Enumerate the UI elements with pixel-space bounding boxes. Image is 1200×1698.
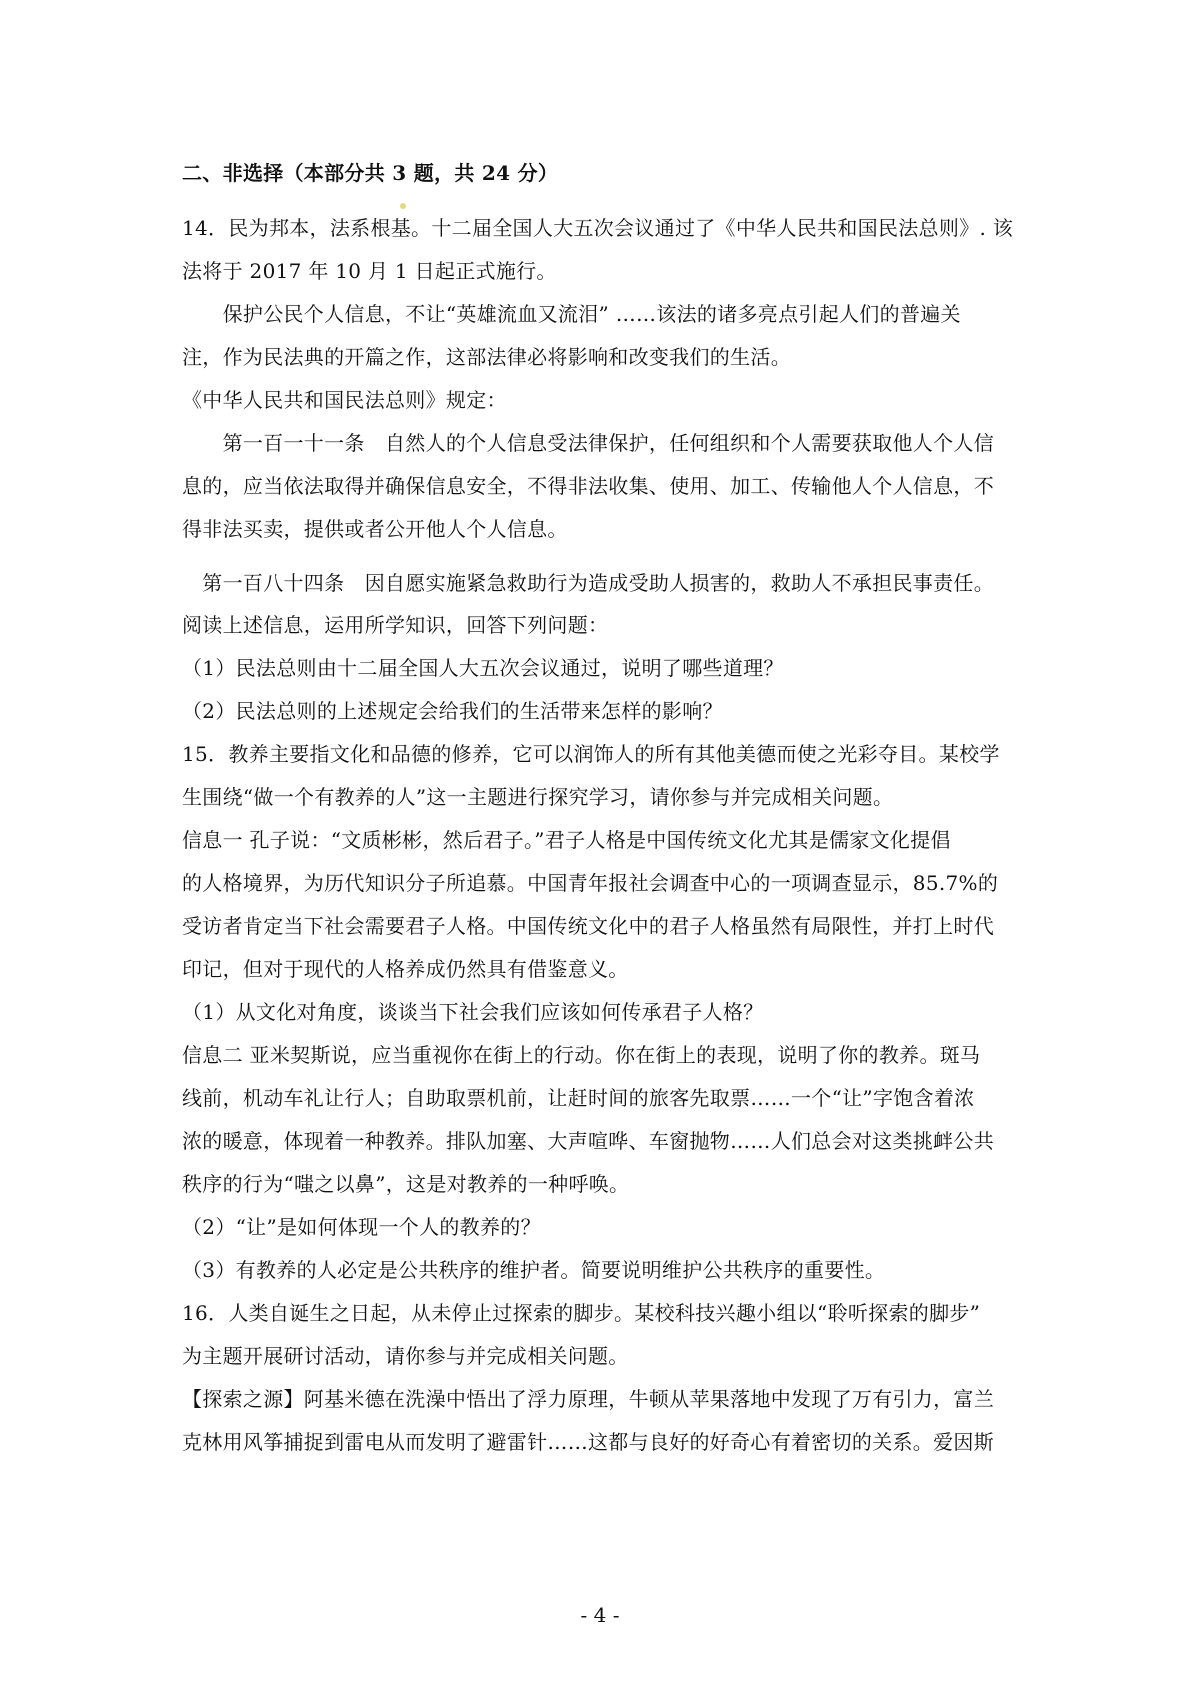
q14-line-1: 14．民为邦本，法系根基。十二届全国人大五次会议通过了《中华人民共和国民法总则》. 该 — [182, 216, 1014, 240]
q15-sub-2: （2）“让”是如何体现一个人的教养的？ — [182, 1215, 541, 1239]
q15-sub-3: （3）有教养的人必定是公共秩序的维护者。简要说明维护公共秩序的重要性。 — [182, 1258, 886, 1282]
q14-line-4: 注，作为民法典的开篇之作，这部法律必将影响和改变我们的生活。 — [182, 345, 791, 369]
q14-line-9: 第一百八十四条 因自愿实施紧急救助行为造成受助人损害的，救助人不承担民事责任。 — [182, 571, 994, 595]
q14-line-2: 法将于 2017 年 10 月 1 日起正式施行。 — [182, 259, 557, 283]
q14-line-8: 得非法买卖，提供或者公开他人个人信息。 — [182, 517, 568, 541]
q15-line-3: 信息一 孔子说：“文质彬彬，然后君子。”君子人格是中国传统文化尤其是儒家文化提倡 — [182, 828, 951, 852]
q14-line-5: 《中华人民共和国民法总则》规定： — [182, 388, 507, 412]
ink-speck — [400, 203, 406, 209]
q16-line-4: 克林用风筝捕捉到雷电从而发明了避雷针……这都与良好的好奇心有着密切的关系。爱因斯 — [182, 1430, 994, 1454]
q15-line-6: 印记，但对于现代的人格养成仍然具有借鉴意义。 — [182, 957, 629, 981]
q16-line-3: 【探索之源】阿基米德在洗澡中悟出了浮力原理，牛顿从苹果落地中发现了万有引力，富兰 — [182, 1387, 994, 1411]
q14-line-6: 第一百一十一条 自然人的个人信息受法律保护，任何组织和个人需要获取他人个人信 — [182, 431, 994, 455]
q14-line-10: 阅读上述信息，运用所学知识，回答下列问题： — [182, 613, 609, 637]
q15-line-1: 15．教养主要指文化和品德的修养，它可以润饰人的所有其他美德而使之光彩夺目。某校学 — [182, 742, 1000, 766]
q14-sub-2: （2）民法总则的上述规定会给我们的生活带来怎样的影响？ — [182, 699, 723, 723]
q15-line-5: 受访者肯定当下社会需要君子人格。中国传统文化中的君子人格虽然有局限性，并打上时代 — [182, 914, 994, 938]
q14-line-3: 保护公民个人信息，不让“英雄流血又流泪” ……该法的诸多亮点引起人们的普遍关 — [182, 302, 961, 326]
q15-line-8: 线前，机动车礼让行人；自助取票机前，让赶时间的旅客先取票……一个“让”字饱含着浓 — [182, 1086, 975, 1110]
page-number: - 4 - — [580, 1603, 620, 1627]
q14-sub-1: （1）民法总则由十二届全国人大五次会议通过，说明了哪些道理？ — [182, 656, 784, 680]
q15-line-10: 秩序的行为“嗤之以鼻”，这是对教养的一种呼唤。 — [182, 1172, 630, 1196]
q15-line-9: 浓的暖意，体现着一种教养。排队加塞、大声喧哗、车窗抛物……人们总会对这类挑衅公共 — [182, 1129, 994, 1153]
q14-line-7: 息的，应当依法取得并确保信息安全，不得非法收集、使用、加工、传输他人个人信息，不 — [182, 474, 994, 498]
q16-line-1: 16．人类自诞生之日起，从未停止过探索的脚步。某校科技兴趣小组以“聆听探索的脚步” — [182, 1301, 981, 1325]
q16-line-2: 为主题开展研讨活动，请你参与并完成相关问题。 — [182, 1344, 629, 1368]
q15-line-2: 生围绕“做一个有教养的人”这一主题进行探究学习，请你参与并完成相关问题。 — [182, 785, 894, 809]
q15-line-4: 的人格境界，为历代知识分子所追慕。中国青年报社会调查中心的一项调查显示，85.7%的 — [182, 871, 999, 895]
q15-sub-1: （1）从文化对角度，谈谈当下社会我们应该如何传承君子人格？ — [182, 1000, 764, 1024]
section-heading: 二、非选择（本部分共 3 题，共 24 分） — [182, 161, 559, 185]
q15-line-7: 信息二 亚米契斯说，应当重视你在街上的行动。你在街上的表现，说明了你的教养。斑马 — [182, 1043, 981, 1067]
